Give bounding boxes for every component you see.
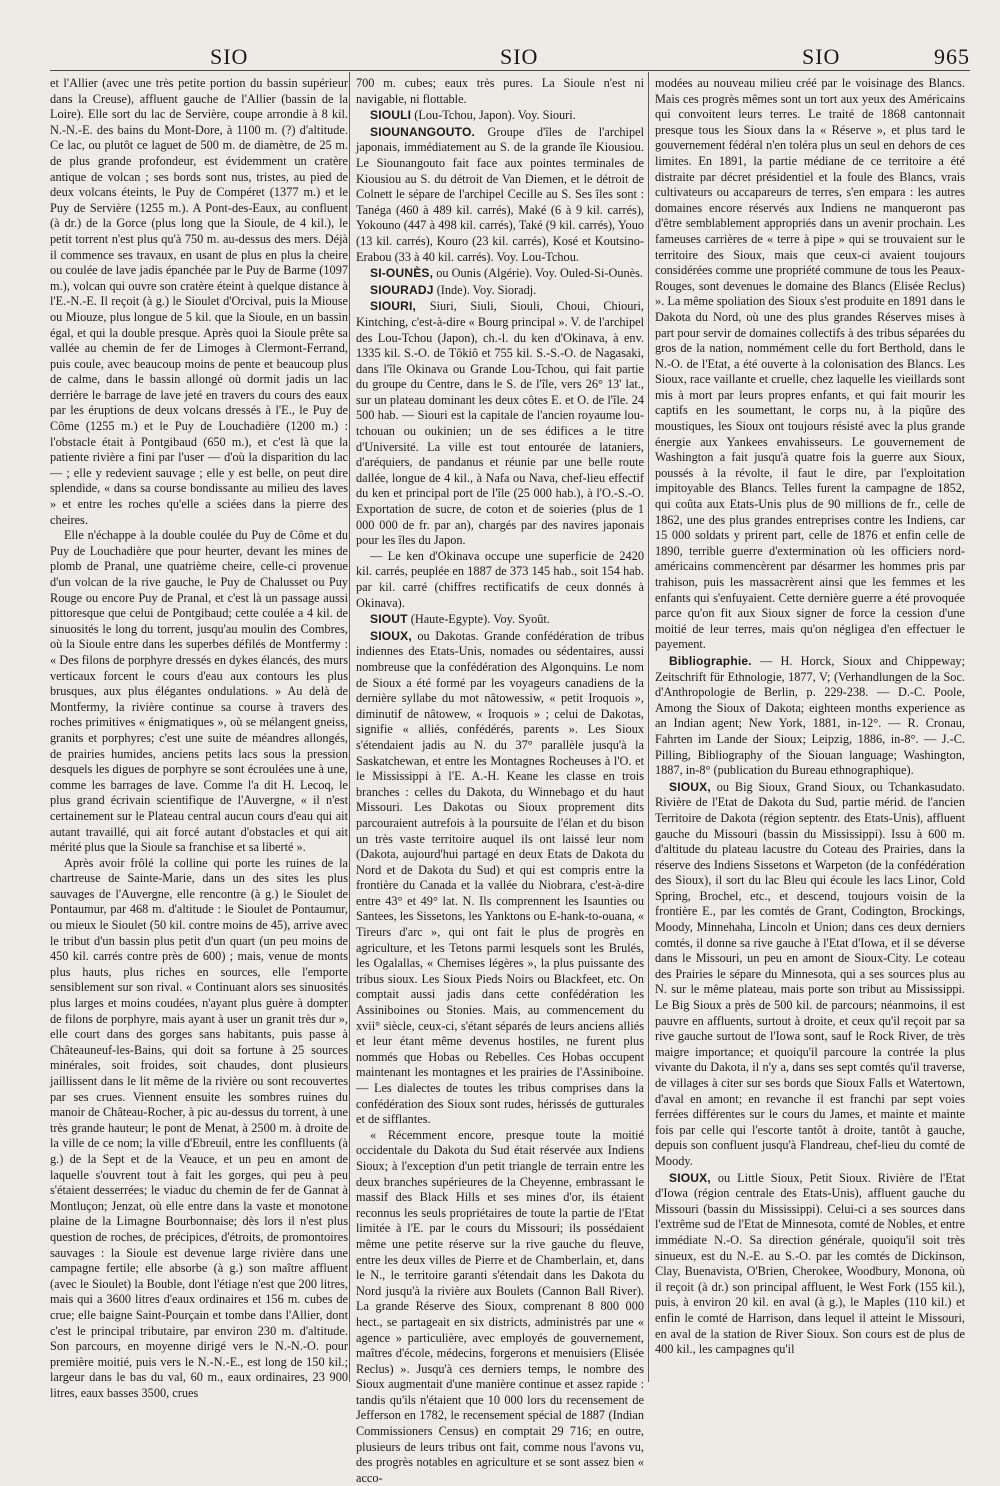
entry-headword: SIOUX, bbox=[669, 779, 711, 794]
paragraph: Après avoir frôlé la colline qui porte les ruines de la chartreuse de Sainte-Marie, dans un des sites les plus sauvages de l'Auvergne, elle rencontre (à g.) le Sioulet de Pontaumur, par 468 m. d'altitude : le Sioulet de Pontaumur, ou mieux le Sioulet (50 kil. contre moins de 45), arrive avec le tribut d'un bassin plus petit d'un quart (un peu moins de 450 kil. carrés contre près de 600) ; mais, venue de monts plus hauts, plus riches en sources, elle l'emporte sensiblement sur son rival. « Continuant alors ses sinuosités plus larges et moins coudées, n'ayant plus guère à dompter de filons de porphyre, mais ayant à user un granit très dur », elle court dans des gorges sans habitants, puis passe à Châteauneuf-les-Bains, qui doit sa fortune à 25 sources minérales, soit froides, soit chaudes, dont plusieurs jaillissent dans le lit même de la rivière ou sont recouvertes par ses crues. Viennent ensuite les sombres ruines du manoir de Château-Rocher, à pic au-dessus du torrent, à une très grande hauteur; le pont de Menat, à 2500 m. à droite de la ville de ce nom; la ville d'Ebreuil, entre les conflluents (à g.) de la Sept et de la Veauce, et un peu en amont de laquelle s'ouvrent tout à fait les gorges, qui peu à peu s'étaient desserrées; le viaduc du chemin de fer de Gannat à Montluçon; Jenzat, où elle entre dans la vaste et monotone plaine de la Limagne Bourbonnaise; dès lors il n'est plus question de roches, de précipices, d'étroits, de promontoires sauvages : la Sioule est devenue large rivière dans une campagne fertile; elle absorbe (à g.) son maître affluent (avec le Sioulet) la Bouble, dont l'étiage n'est que 200 litres, mais qui a 3600 litres d'eaux ordinaires et 156 m. cubes de crue; elle baigne Saint-Pourçain et tombe dans l'Allier, dont c'est le principal tributaire, par environ 230 m. d'altitude. Son parcours, en moyenne dirigé vers le N.-N.-O. pour première moitié, puis vers le N.-N.-E., est long de 150 kil.; largeur dans le bas du val, 60 m., eaux ordinaires, 23 900 litres, eaux basses 3500, crues bbox=[50, 855, 348, 1400]
entry-headword: SIOURI, bbox=[370, 299, 417, 314]
entry-headword: SIOUX, bbox=[669, 1170, 711, 1185]
entry-text: Siuri, Siuli, Siouli, Choui, Chiouri, Kintching, c'est-à-dire « Bourg principal ». V. de l'archipel des Lou-Tchou (Japon), ch.-l. du ken d'Okinava, à env. 1335 kil. S.-O. de Tôkiô et 755 kil. S.-S.-O. de Nagasaki, dans l'île Okinava ou Grande Lou-Tchou, qui fait partie du groupe du Centre, dans le S. de l'île, vers 26° 13' lat., sur un plateau dominant les deux côtes E. et O. de l'île. 24 500 hab. — Siouri est la capitale de l'ancien royaume lou-tchouan ou oukinien; un de ses édifices a le titre d'Université. La ville est tout entourée de lataniers, d'aréquiers, de pandanus et réunie par une belle route dallée, longue de 4 kil., à Nafa ou Nava, chef-lieu effectif du ken et principal port de l'île (25 000 hab.), à l'O.-S.-O. Exportation de sucre, de coton et de soieries (plus de 1 000 000 de fr. par an), chargés par des navires japonais pour les îles du Japon. bbox=[356, 299, 644, 548]
entry-text: ou Dakotas. Grande confédération de tribus indiennes des Etats-Unis, nomades ou sédentaires, aussi nombreuse que la confédération des Algonquins. Le nom de Sioux a été formé par les voyageurs canadiens de la dernière syllabe du mot nâtowessiw, « petit Iroquois », diminutif de nâtowew, « Iroquois » ; celui de Dakotas, signifie « alliés, confédérés, parents ». Les Sioux s'étendaient jadis au N. du 37° parallèle jusqu'à la Saskatchewan, et entre les Montagnes Rocheuses à l'O. et le Mississippi à l'E. A.-H. Keane les classe en trois branches : celles du Dakota, du Winnebago et du haut Missouri. Les Dakotas ou Sioux proprement dits parcouraient autrefois à la poursuite de l'élan et du bison un très vaste territoire auquel ils ont laissé leur nom (Dakota, aujourd'hui partagé en deux Etats de Dakota du Nord et de Dakota du Sud) et qui est compris entre la frontière du Canada et la vallée du Niobrara, c'est-à-dire entre 43° et 49° lat. N. Ils comprennent les Isaunties ou Santees, les Sissetons, les Yanktons ou E-hank-to-ouana, « Tireurs d'arc », qui ont fait le plus de progrès en agriculture, et les Tetons parmi lesquels sont les Brulés, les Ogalallas, « Chemises légères », la plus puissante des tribus sioux. Les Sioux Pieds Noirs ou Blackfeet, etc. On comptait aussi jadis dans cette confédération les Assiniboines ou Stonies. Mais, au commencement du xvii° siècle, ceux-ci, s'étant séparés de leurs anciens alliés et leur étant même devenus hostiles, ne furent plus nommés que Hobas ou Rebelles. Ces Hobas occupent maintenant les montagnes et les prairies de l'Assiniboine. — Les dialectes de toutes les tribus comprises dans la confédération des Sioux sont rudes, hérissés de gutturales et de sifflantes. bbox=[356, 628, 644, 1127]
column-divider bbox=[648, 72, 649, 1382]
entry-headword: SIOULI bbox=[370, 108, 412, 123]
entry-headword: SIOUX, bbox=[370, 628, 412, 643]
entry-text: Groupe d'îles de l'archipel japonais, immédiatement au S. de la grande île Kiousiou. Le Siounangouto fait face aux pointes terminales de Kiousiou au S. du détroit de Van Diemen, et le détroit de Colnett le sépare de l'archipel Cecille au S. Ses îles sont : Tanéga (460 à 489 kil. carrés), Maké (6 à 9 kil. carrés), Yokouno (447 à 498 kil. carrés), Také (9 kil. carrés), Youo (13 kil. carrés), Kouro (23 kil. carrés), Kosé et Koutsino-Erabou (33 à 40 kil. carrés). Voy. Lou-Tchou. bbox=[356, 124, 644, 264]
paragraph: modées au nouveau milieu créé par le voisinage des Blancs. Mais ces progrès mêmes sont un tort aux yeux des Américains qui convoitent leurs terres. Le traité de 1868 cantonnait presque tous les Sioux dans la « Réserve », et plus tard le gouvernement fédéral n'en toléra plus un seul en dehors de ces limites. En 1891, la partie médiane de ce territoire a été distraite par décret présidentiel et la foule des Blancs, vrais cultivateurs ou accapareurs de terres, s'en empara : les autres domaines encore réservés aux Indiens ne manqueront pas d'être semblablement appropriés dans un avenir prochain. Les fameuses carrières de « terre à pipe » qui se trouvaient sur le territoire des Sioux, mais que ceux-ci avaient toujours considérées comme une propriété commune de tous les Peaux-Rouges, sont devenues le domaine des Blancs (Elisée Reclus) ». La même spoliation des Sioux s'est produite en 1891 dans le Dakota du Nord, où une des plus grandes Réserves mises à part pour servir de domaines collectifs à des tribus séparées du gros de la nation, nommément celle du fort Berthold, dans le N.-O. de l'Etat, a été ouverte à la colonisation des Blancs. Les Sioux, race vaillante et cruelle, chez laquelle les vieillards sont mis à mort par leurs propres enfants, et qui fait mourir les captifs en les soumettant, le corps nu, à la piqûre des moustiques, les Sioux ont toujours résisté avec la plus grande énergie aux Yankees envahisseurs. Le gouvernement de Washington a fait jusqu'à quatre fois la guerre aux Sioux, poussés à la révolte, il faut le dire, par l'exploitation impitoyable des Blancs. Telles furent la campagne de 1852, qui coûta aux Etats-Unis plus de 90 millions de fr., celle de 1862, une des plus grandes entreprises contre les Indiens, car 15 000 soldats y prirent part, celle de 1876 et enfin celle de 1890, terrible guerre d'extermination où les officiers nord-américains commencèrent par désarmer les hommes pris par trahison, puis les massacrèrent ainsi que les femmes et les enfants qui s'enfuyaient. Cette dernière guerre a été provoquée parce qu'on fit aux Sioux signer de force la cession d'une moitié de leur terres, mais qu'on négligea d'en effectuer le payement. bbox=[655, 76, 965, 652]
entry-text: ou Ounis (Algérie). Voy. Ouled-Si-Ounès. bbox=[433, 266, 643, 281]
bibliography bbox=[655, 654, 965, 779]
paragraph: « Récemment encore, presque toute la moitié occidentale du Dakota du Sud était réservée aux Indiens Sioux; à l'exception d'un petit triangle de terrain entre les deux branches supérieures de la Cheyenne, embrassant le massif des Black Hills et ses mines d'or, ils étaient reconnus les seuls propriétaires de toute la partie de l'Etat limitée à l'E. par le cours du Missouri; ils possédaient même une petite réserve sur la rive gauche du fleuve, entre les deux villes de Pierre et de Chamberlain, et, dans le N., le territoire garanti s'étendait dans les Dakota du Nord jusqu'à la rivière aux Boulets (Cannon Ball River). La grande Réserve des Sioux, comprenant 8 800 000 hect., se partageait en six districts, administrés par une « agence » particulière, avec employés de gouvernement, maîtres d'école, médecins, forgerons et menuisiers (Elisée Reclus) ». Jusqu'à ces derniers temps, le nombre des Sioux augmentait d'une manière continue et assez rapide : tandis qu'ils n'étaient que 10 000 lors du recensement de Jefferson en 1782, le recensement spécial de 1887 (Indian Commissioners Census) en comptait 29 716; en outre, plusieurs de leurs tribus ont fait, comme nous l'avons vu, des progrès notables en agriculture et se sont assez bien « acco- bbox=[356, 1127, 644, 1485]
bibliography-label: Bibliographie. bbox=[669, 653, 752, 668]
entry-siouli bbox=[356, 108, 644, 124]
paragraph: Elle n'échappe à la double coulée du Puy de Côme et du Puy de Louchadière que pour heurter, devant les mines de plomb de Pranal, une quatrième cheire, celle-ci provenue d'un volcan de la rive gauche, le Puy de Chalusset ou Puy Rouge ou encore Puy de Pranal, et c'est là un passage aussi pittoresque que celui de Pontgibaud; cette coulée a 4 kil. de sinuosités le long du torrent, jusqu'au moulin des Combres, où la Sioule entre dans les superbes défilés de Montfermy : « Des filons de porphyre dressés en dykes élancés, des murs verticaux forcent le cours d'eau aux contours les plus brusques, aux plus élégantes ondulations. » Au delà de Montfermy, la rivière continue sa course à travers des roches primitives « énigmatiques », où se mélangent gneiss, granits et porphyres; c'est une suite de méandres allongés, de prairies humides, anciens petits lacs sous la pression desquels les digues de porphyre se sont écroulées une à une, comme les barrages de lave. Comme l'a dit H. Lecoq, le plus grand écrivain scientifique de l'Auvergne, « il n'est certainement sur le Plateau central aucun cours d'eau qui ait autant travaillé, qui ait forcé autant d'obstacles et qui ait mérité plus que la Sioule sa franchise et sa liberté ». bbox=[50, 528, 348, 855]
entry-siounangouto bbox=[356, 125, 644, 265]
column-2 bbox=[356, 76, 644, 1485]
paragraph: 700 m. cubes; eaux très pures. La Sioule n'est ni navigable, ni flottable. bbox=[356, 76, 644, 106]
header-rule bbox=[50, 70, 970, 71]
entry-big-sioux bbox=[655, 780, 965, 1170]
entry-little-sioux bbox=[655, 1171, 965, 1358]
entry-text: (Haute-Egypte). Voy. Syoût. bbox=[407, 612, 550, 627]
entry-sioux bbox=[356, 629, 644, 1128]
column-divider bbox=[349, 72, 350, 1382]
entry-text: ou Little Sioux, Petit Sioux. Rivière de l'Etat d'Iowa (région centrale des Etats-Unis), affluent gauche du Missouri (bassin du Mississippi). Celui-ci a ses sources dans l'extrême sud de l'Etat de Minnesota, comté de Nobles, et entre immédiate N.-O. Sa direction générale, quoiqu'il soit très sinueux, est du N.-E. au S.-O. par les comtés de Dickinson, Clay, Buenavista, O'Brien, Cherokee, Woodbury, Monona, où il reçoit (à dr.) son principal affluent, le West Fork (155 kil.), puis, à environ 20 kil. en aval (à g.), le Maples (110 kil.) et enfin le comté de Harrison, dans lequel il atteint le Missouri, en aval de la station de River Sioux. Son cours est de plus de 400 kil., les campagnes qu'il bbox=[655, 1170, 965, 1357]
header-word-left: SIO bbox=[210, 44, 249, 69]
entry-si-ounes bbox=[356, 266, 644, 282]
entry-siouradj bbox=[356, 283, 644, 299]
entry-siout bbox=[356, 612, 644, 628]
running-header bbox=[50, 34, 970, 74]
column-3 bbox=[655, 76, 965, 1376]
header-word-right: SIO bbox=[802, 44, 841, 69]
entry-headword: SIOUT bbox=[370, 612, 408, 627]
entry-text: ou Big Sioux, Grand Sioux, ou Tchankasudato. Rivière de l'Etat de Dakota du Sud, partie mérid. de l'ancien Territoire de Dakota (région septentr. des Etats-Unis), affluent gauche du Missouri (bassin du Mississippi). Issu à 600 m. d'altitude du plateau lacustre du Coteau des Prairies, dans la réserve des Indiens Sissetons et Warpeton (de la confédération des Sioux), il sort du lac Bleu qui écoule les lacs Linor, Cold Spring, Brochel, etc., et descend, toujours voisin de la frontière E., par les comtés de Grant, Codington, Brockings, Moody, Minnehaha, Lincoln et Union; dans ces deux derniers comtés, il donne sa rive gauche à l'Etat d'Iowa, et il se déverse dans le Missouri, un peu en amont de Sioux-City. Le coteau des Prairies le sépare du Minnesota, qui a ses sources plus au N. sur le même plateau, mais porte son tribut au Mississippi. Le Big Sioux a près de 500 kil. de parcours; néanmoins, il est pauvre en affluents, surtout à droite, et ceux qu'il reçoit par sa rive gauche surtout de l'Iowa sont, sauf le Rock River, de très maigre importance; et quoiqu'il parcoure la contrée la plus vivante du Dakota, il n'y a, dans ses sept comtés qu'il traverse, de villages à citer sur ses bords que Sioux Falls et Watertown, d'aval en amont; en revanche il est franchi par sept voies ferrées différentes sur le cours du James, et mainte et mainte fois par celle qui l'escorte tantôt à droite, tantôt à gauche, depuis son confluent jusqu'à Flandreau, chef-lieu du comté de Moody. bbox=[655, 779, 965, 1168]
paragraph: et l'Allier (avec une très petite portion du bassin supérieur dans la Creuse), affluent gauche de l'Allier (bassin de la Loire). Elle sort du lac de Servière, coupe arrondie à 8 kil. N.-N.-E. des bains du Mont-Dore, à 1100 m. (?) d'altitude. Ce lac, ou plutôt ce laguet de 500 m. de diamètre, de 25 m. de plus grande profondeur, est évidemment un cratère antique de volcan ; ses bords sont nus, tristes, au pied de deux volcans éteints, le Puy de Compéret (1377 m.) et le Puy de Servière (1255 m.). A Pont-des-Eaux, au confluent (à dr.) de la Gorce (plus long que la Sioule, de 4 kil.), le petit torrent n'est plus qu'à 750 m. au-dessus des mers. Déjà il commence ses travaux, en usant de plus en plus la cheire ou coulée de lave jadis épanchée par le Puy de Barme (1097 m.), volcan qui ouvre son cratère éteint à quelque distance à l'E.-N.-E. Il reçoit (à g.) le Sioulet d'Orcival, puis la Miouse ou Miouze, plus longue de 5 kil. que la Sioule, en un bassin égal, et qui la double presque. Après quoi la Sioule prête sa vallée au chemin de fer de Limoges à Clermont-Ferrand, puis coule, avec beaucoup moins de pente et beaucoup plus de calme, dans le bassin allongé où dormit jadis un lac derrière le barrage de lave jeté en travers du cours des eaux par les éruptions de deux volcans dressés à l'E., le Puy de Côme (1255 m.) et le Puy de Louchadière (1200 m.) : l'obstacle était à Pontgibaud (650 m.), et c'est là que la patiente rivière a fini par l'user — d'où la disparition du lac — ; elle y redevient sauvage ; elle y est belle, on peut dire splendide, « dans sa course bondissante au milieu des laves » et entre les roches qu'elle a sciées dans la pierre des cheires. bbox=[50, 76, 348, 527]
page-number: 965 bbox=[934, 44, 970, 69]
entry-text: (Lou-Tchou, Japon). Voy. Siouri. bbox=[411, 108, 576, 123]
header-word-center: SIO bbox=[500, 44, 539, 69]
bibliography-text: — H. Horck, Sioux and Chippeway; Zeitschrift für Ethnologie, 1877, V; (Verhandlungen de la Soc. d'Anthropologie de Berlin, p. 229-238. — D.-C. Poole, Among the Sioux of Dakota; eighteen months experience as an Indian agent; New York, 1881, in-12°. — R. Cronau, Fahrten im Lande der Sioux; Leipzig, 1886, in-8°. — J.-C. Pilling, Bibliography of the Siouan language; Washington, 1887, in-8° (publication du Bureau ethnographique). bbox=[655, 653, 965, 778]
entry-headword: SIOURADJ bbox=[370, 282, 434, 297]
column-1 bbox=[50, 76, 348, 1400]
entry-headword: SI-OUNÈS, bbox=[370, 266, 434, 281]
entry-siouri bbox=[356, 299, 644, 549]
entry-headword: SIOUNANGOUTO. bbox=[370, 124, 476, 139]
paragraph: — Le ken d'Okinava occupe une superficie de 2420 kil. carrés, peuplée en 1887 de 373 145 hab., soit 154 hab. par kil. carré (chiffres rectificatifs de ceux donnés à Okinava). bbox=[356, 548, 644, 610]
entry-text: (Inde). Voy. Sioradj. bbox=[433, 282, 537, 297]
